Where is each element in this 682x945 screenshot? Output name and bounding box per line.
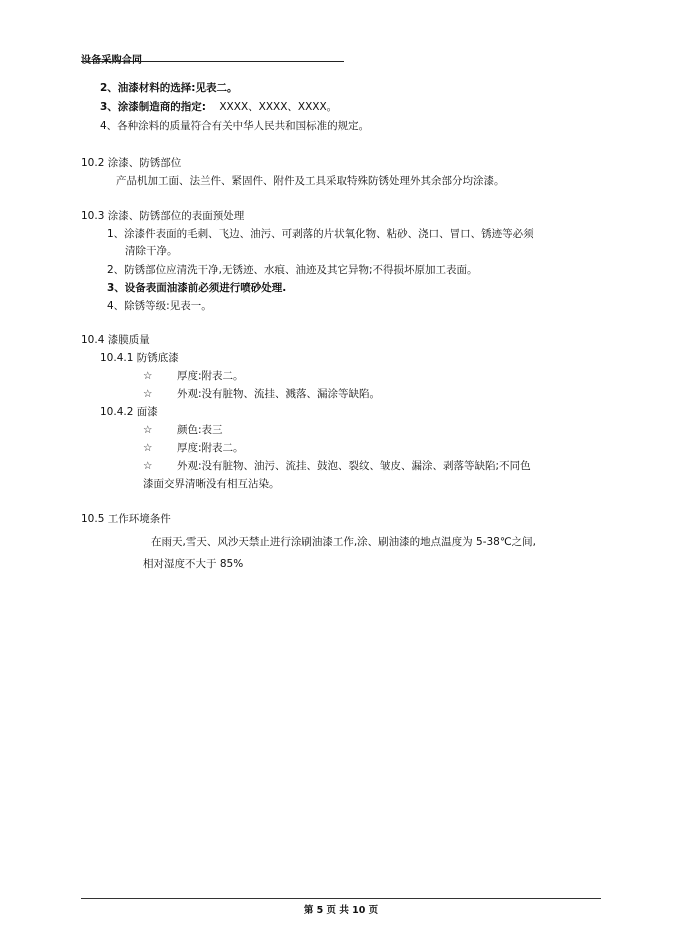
document-header-title: 设备采购合同 <box>81 55 143 66</box>
section-10-4-2-thickness: ☆ 厚度:附表二。 <box>143 442 244 454</box>
item-paint-selection: 2、油漆材料的选择:见表二。 <box>100 82 238 94</box>
section-10-4-1-thickness: ☆ 厚度:附表二。 <box>143 370 244 382</box>
section-10-3-item-3: 3、设备表面油漆前必须进行喷砂处理. <box>107 282 287 294</box>
section-10-4-title: 10.4 漆膜质量 <box>81 334 150 346</box>
section-10-5-body-cont: 相对湿度不大于 85% <box>143 558 244 570</box>
item-paint-manufacturer <box>100 100 337 114</box>
section-10-3-item-1: 1、涂漆件表面的毛刺、飞边、油污、可剥落的片状氧化物、粘砂、浇口、冒口、锈迹等必须 <box>107 228 534 240</box>
section-10-4-2-color: ☆ 颜色:表三 <box>143 424 223 436</box>
header-underline <box>81 61 344 62</box>
section-10-2-title: 10.2 涂漆、防锈部位 <box>81 157 182 169</box>
star-bullet-icon: ☆ <box>143 388 153 400</box>
section-10-3-item-2: 2、防锈部位应清洗干净,无锈迹、水痕、油迹及其它异物;不得损坏原加工表面。 <box>107 264 478 276</box>
star-bullet-icon: ☆ <box>143 424 153 436</box>
item-paint-manufacturer-label: 3、涂漆制造商的指定: <box>100 101 207 113</box>
star-bullet-icon: ☆ <box>143 370 153 382</box>
star-bullet-icon: ☆ <box>143 460 153 472</box>
footer-rule <box>81 898 601 899</box>
section-10-3-item-4: 4、除锈等级:见表一。 <box>107 300 212 312</box>
section-10-4-2-appearance: ☆ 外观:没有脏物、油污、流挂、鼓泡、裂纹、皱皮、漏涂、剥落等缺陷;不同色 <box>143 460 531 472</box>
section-10-5-title: 10.5 工作环境条件 <box>81 513 171 525</box>
section-10-3-title: 10.3 涂漆、防锈部位的表面预处理 <box>81 210 245 222</box>
section-10-4-1-appearance: ☆ 外观:没有脏物、流挂、溅落、漏涂等缺陷。 <box>143 388 381 400</box>
star-bullet-icon: ☆ <box>143 442 153 454</box>
section-10-4-2-appearance-cont: 漆面交界清晰没有相互沾染。 <box>143 478 280 490</box>
page-number-footer: 第 5 页 共 10 页 <box>303 905 379 916</box>
item-paint-manufacturer-value: XXXX、XXXX、XXXX。 <box>219 101 338 113</box>
section-10-4-2-title: 10.4.2 面漆 <box>100 406 158 418</box>
section-10-3-item-1-cont: 清除干净。 <box>125 245 178 257</box>
section-10-5-body: 在雨天,雪天、风沙天禁止进行涂刷油漆工作,涂、刷油漆的地点温度为 5-38℃之间, <box>151 536 536 548</box>
item-coating-standard: 4、各种涂料的质量符合有关中华人民共和国标准的规定。 <box>100 120 370 132</box>
section-10-2-body: 产品机加工面、法兰件、紧固件、附件及工具采取特殊防锈处理外其余部分均涂漆。 <box>116 175 505 187</box>
section-10-4-1-title: 10.4.1 防锈底漆 <box>100 352 179 364</box>
